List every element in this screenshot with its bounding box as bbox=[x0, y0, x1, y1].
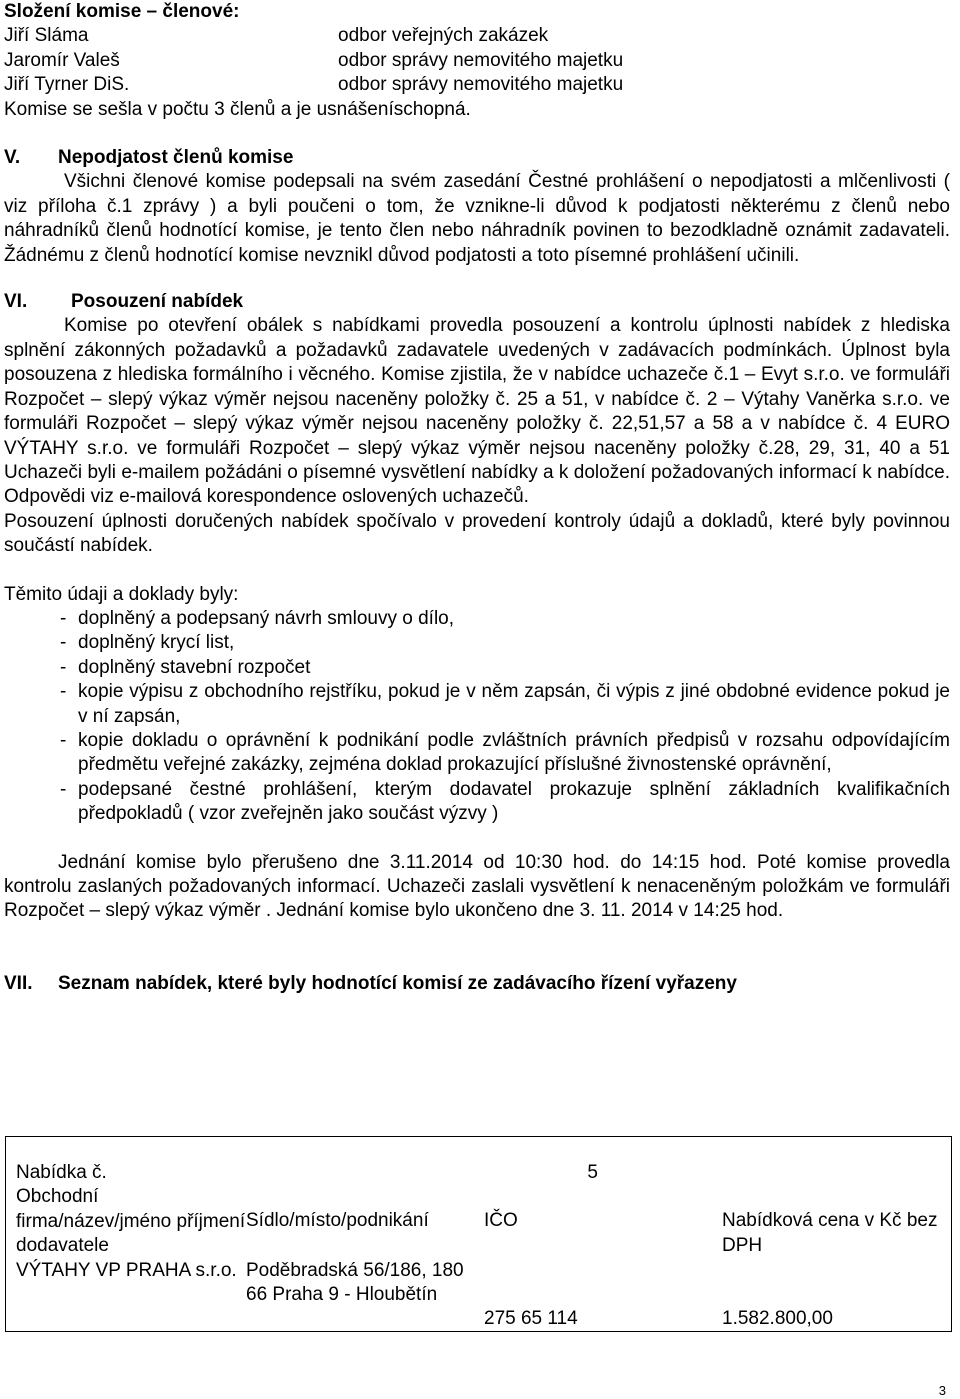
document-list bbox=[4, 607, 950, 827]
list-item: - doplněný krycí list, bbox=[4, 631, 950, 655]
header-address: Sídlo/místo/podnikání bbox=[246, 1210, 429, 1232]
section-title: Seznam nabídek, které byly hodnotící komisí ze zadávacího řízení vyřazeny bbox=[58, 972, 737, 994]
list-item: - podepsané čestné prohlášení, kterým dodavatel prokazuje splnění základních kvalifikačních předpokladů ( vzor zveřejněn jako součást výzvy ) bbox=[4, 778, 950, 827]
table-row bbox=[6, 1137, 952, 1332]
member-row bbox=[4, 73, 950, 97]
member-name: Jiří Sláma bbox=[4, 25, 89, 47]
table-row bbox=[6, 1259, 951, 1331]
document-page bbox=[4, 0, 950, 996]
offer-label: Nabídka č. bbox=[16, 1162, 107, 1183]
section-5-heading bbox=[4, 146, 950, 170]
table-cell bbox=[6, 1137, 952, 1332]
list-bullet: - bbox=[60, 729, 67, 751]
member-name: Jiří Tyrner DiS. bbox=[4, 74, 130, 96]
section-number: VII. bbox=[4, 972, 33, 994]
section-6-paragraph-2: Posouzení úplnosti doručených nabídek spočívalo v provedení kontroly údajů a dokladů, které byly povinnou součástí nabídek. bbox=[4, 510, 950, 557]
list-bullet: - bbox=[60, 656, 67, 678]
member-dept: odbor správy nemovitého majetku bbox=[338, 49, 624, 71]
page-number: 3 bbox=[938, 1383, 946, 1398]
members-heading: Složení komise – členové: bbox=[4, 1, 240, 22]
cell-ico: 275 65 114 bbox=[484, 1307, 578, 1329]
offer-number: 5 bbox=[587, 1162, 598, 1183]
list-item: - kopie dokladu o oprávnění k podnikání podle zvláštních právních předpisů v rozsahu odpovídajícím předmětu veřejné zakázky, zejména doklad prokazující příslušné živnostenské oprávnění, bbox=[4, 729, 950, 778]
section-6-paragraph: Komise po otevření obálek s nabídkami provedla posouzení a kontrolu úplnosti nabídek z hlediska splnění zákonných požadavků a požadavků zadavatele uvedených v zadávacích podmínkách. Úplnost byla posouzena z hlediska formálního i věcného. Komise zjistila, že v nabídce uchazeče č.1 – Evyt s.r.o. ve formuláři Rozpočet – slepý výkaz výměr nejsou naceněny položky č. 25 a 51, v nabídce č. 2 – Výtahy Vaněrka s.r.o. ve formuláři Rozpočet – slepý výkaz výměr nejsou naceněny položky č. 22,51,57 a 58 a v nabídce č. 4 EURO VÝTAHY s.r.o. ve formuláři Rozpočet – slepý výkaz výměr nejsou naceněny položky č.28, 29, 31, 40 a 51 Uchazeči byli e-mailem požádáni o písemné vysvětlení nabídky a k doložení požadovaných informací k nabídce. Odpovědi viz e-mailová korespondence oslovených uchazečů. bbox=[4, 315, 950, 508]
list-bullet: - bbox=[60, 607, 67, 629]
section-title: Nepodjatost členů komise bbox=[58, 147, 294, 169]
section-number: VI. bbox=[4, 291, 28, 313]
section-title: Posouzení nabídek bbox=[71, 291, 244, 313]
member-row bbox=[4, 49, 950, 73]
section-number: V. bbox=[4, 147, 21, 169]
member-row bbox=[4, 24, 950, 48]
table-header-row bbox=[6, 1185, 951, 1258]
cell-price: 1.582.800,00 bbox=[722, 1307, 833, 1329]
list-intro: Těmito údaji a doklady byly: bbox=[4, 583, 239, 605]
list-bullet: - bbox=[60, 778, 67, 800]
quorum-text: Komise se sešla v počtu 3 členů a je usnášeníschopná. bbox=[4, 98, 471, 120]
list-item: - doplněný a podepsaný návrh smlouvy o dílo, bbox=[4, 607, 950, 631]
header-ico: IČO bbox=[484, 1210, 518, 1232]
excluded-offers-table bbox=[5, 1136, 952, 1332]
list-item: - kopie výpisu z obchodního rejstříku, pokud je v něm zapsán, či výpis z jiné obdobné evidence pokud je v ní zapsán, bbox=[4, 680, 950, 729]
section-6-heading bbox=[4, 290, 950, 314]
meeting-paragraph: Jednání komise bylo přerušeno dne 3.11.2014 od 10:30 hod. do 14:15 hod. Poté komise provedla kontrolu zaslaných požadovaných informací. Uchazeči zaslali vysvětlení k nenaceněným položkám ve formuláři Rozpočet – slepý výkaz výměr . Jednání komise bylo ukončeno dne 3. 11. 2014 v 14:25 hod. bbox=[4, 851, 950, 922]
members-list bbox=[4, 24, 950, 97]
list-bullet: - bbox=[60, 681, 67, 703]
header-price: Nabídková cena v Kč bez DPH bbox=[722, 1210, 938, 1256]
member-name: Jaromír Valeš bbox=[4, 49, 120, 71]
section-5-text: Všichni členové komise podepsali na svém zasedání Čestné prohlášení o nepodjatosti a mlčenlivosti ( viz příloha č.1 zprávy ) a byli poučeni o tom, že vznikne-li důvod k podjatosti některému z členů nebo náhradníků členů hodnotící komise, je tento člen nebo náhradník povinen to bezodkladně oznámit zadavateli. Žádnému z členů hodnotící komise nevznikl důvod podjatosti a toto písemné prohlášení učinili. bbox=[4, 171, 950, 266]
cell-company: VÝTAHY VP PRAHA s.r.o. bbox=[16, 1259, 237, 1281]
header-company: Obchodní firma/název/jméno příjmení dodavatele bbox=[16, 1186, 246, 1257]
list-bullet: - bbox=[60, 632, 67, 654]
offer-number-row bbox=[6, 1161, 951, 1185]
section-7-heading bbox=[4, 972, 950, 996]
member-dept: odbor správy nemovitého majetku bbox=[338, 74, 624, 96]
cell-address: Poděbradská 56/186, 180 66 Praha 9 - Hloubětín bbox=[246, 1259, 464, 1306]
member-dept: odbor veřejných zakázek bbox=[338, 25, 549, 47]
list-item: - doplněný stavební rozpočet bbox=[4, 656, 950, 680]
